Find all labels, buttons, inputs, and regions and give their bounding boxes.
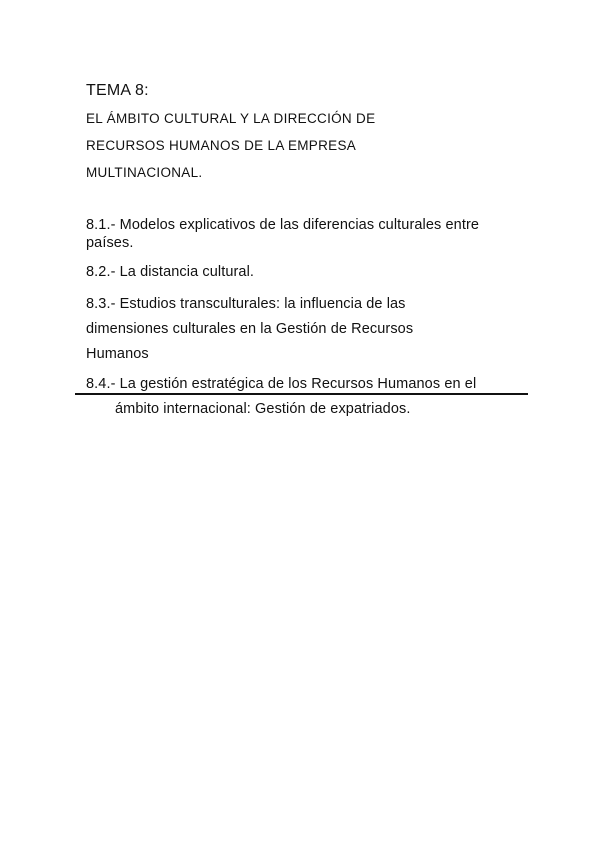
section-8-3-line-2: dimensiones culturales en la Gestión de Recursos	[86, 321, 414, 337]
section-8-1-line-1: 8.1.- Modelos explicativos de las diferencias culturales entre	[86, 217, 480, 233]
topic-number: TEMA 8:	[86, 82, 149, 99]
section-8-3-line-1: 8.3.- Estudios transculturales: la influencia de las	[86, 296, 406, 312]
topic-title-line-3: MULTINACIONAL.	[86, 165, 203, 180]
section-8-3-line-3: Humanos	[86, 346, 149, 362]
section-8-4-line-1: 8.4.- La gestión estratégica de los Recursos Humanos en el	[86, 376, 477, 392]
horizontal-rule	[75, 393, 528, 395]
section-8-4-line-2: ámbito internacional: Gestión de expatriados.	[115, 401, 411, 417]
topic-title-line-2: RECURSOS HUMANOS DE LA EMPRESA	[86, 138, 357, 153]
topic-title-line-1: EL ÁMBITO CULTURAL Y LA DIRECCIÓN DE	[86, 111, 376, 126]
section-8-2: 8.2.- La distancia cultural.	[86, 264, 255, 280]
section-8-1-line-2: países.	[86, 235, 134, 251]
